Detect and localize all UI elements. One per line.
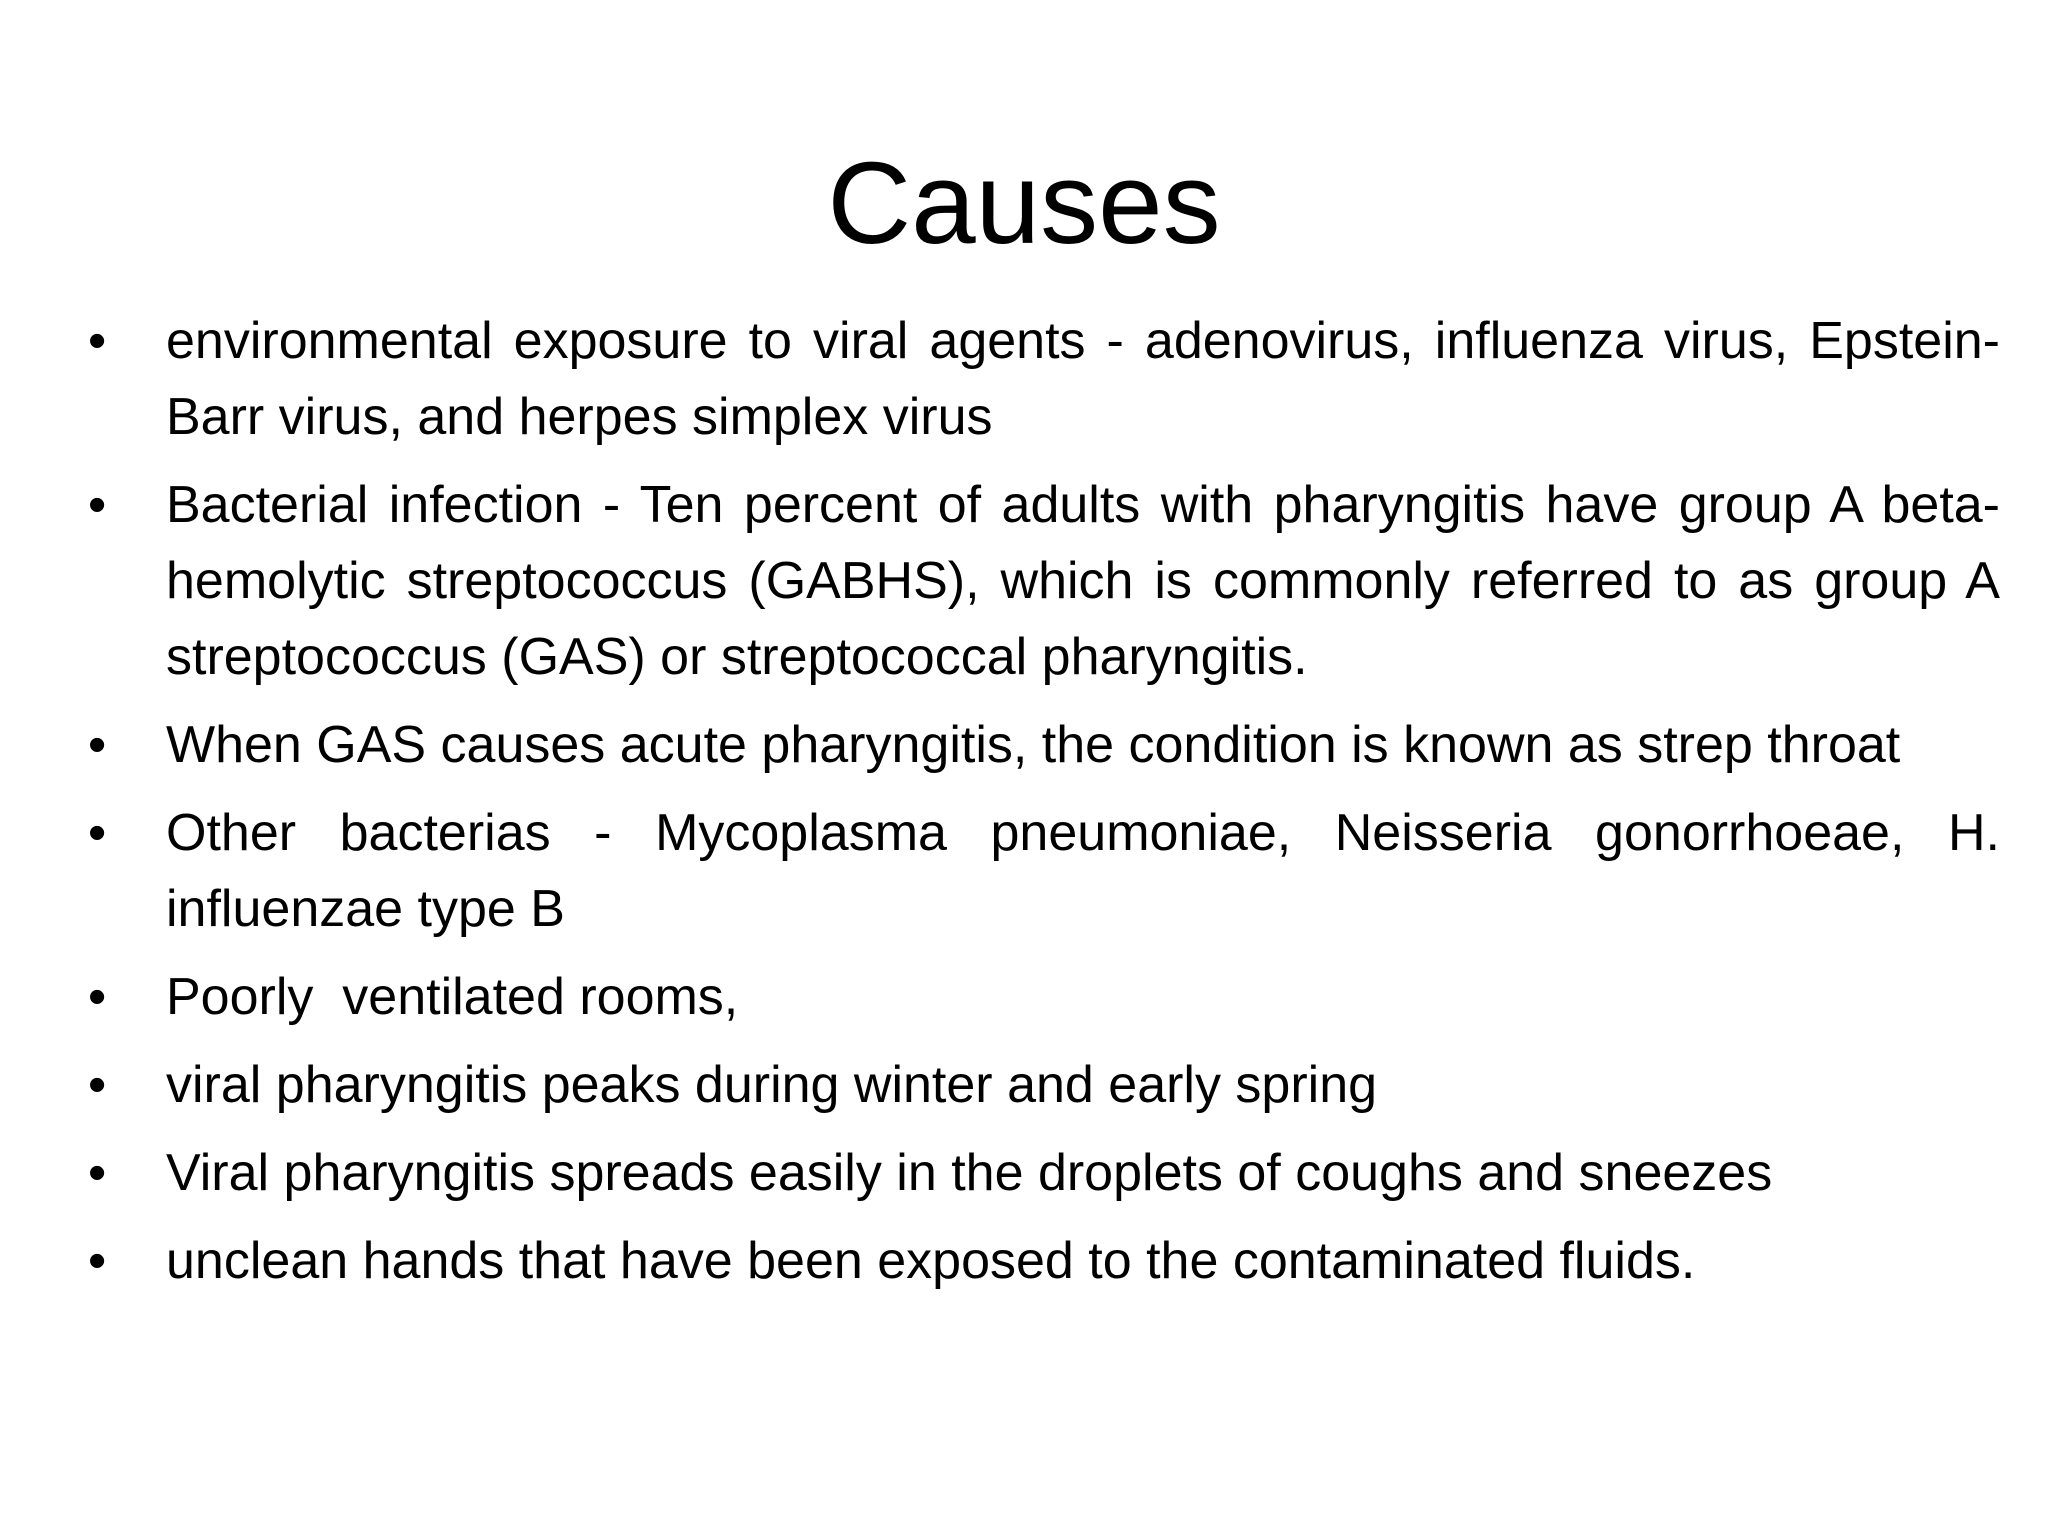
slide-title: Causes: [827, 138, 1221, 268]
bullet-icon: •: [88, 1056, 107, 1114]
bullet-text: Viral pharyngitis spreads easily in the droplets of coughs and sneezes: [166, 1144, 1773, 1202]
bullet-icon: •: [88, 716, 107, 774]
bullet-text: Other bacterias - Mycoplasma pneumoniae, Neisseria gonorrhoeae, H. influenzae type B: [166, 804, 2000, 938]
list-item: [80, 1223, 2000, 1299]
bullet-icon: •: [88, 476, 107, 534]
bullet-text: Poorly ventilated rooms,: [166, 968, 739, 1026]
list-item: [80, 303, 2000, 455]
bullet-text: When GAS causes acute pharyngitis, the condition is known as strep throat: [166, 716, 1901, 774]
bullet-text: unclean hands that have been exposed to the contaminated fluids.: [166, 1232, 1696, 1290]
bullet-icon: •: [88, 804, 107, 862]
list-item: [80, 1047, 2000, 1123]
bullet-icon: •: [88, 312, 107, 370]
bullet-icon: •: [88, 1232, 107, 1290]
bullet-text: Bacterial infection - Ten percent of adults with pharyngitis have group A beta-hemolytic streptococcus (GABHS), which is commonly referred to as group A streptococcus (GAS) or streptococcal pharyngitis.: [166, 476, 2000, 686]
list-item: [80, 467, 2000, 695]
list-item: [80, 795, 2000, 947]
list-item: [80, 707, 2000, 783]
bullet-icon: •: [88, 1144, 107, 1202]
list-item: [80, 1135, 2000, 1211]
list-item: [80, 959, 2000, 1035]
bullet-list: [80, 303, 2000, 1311]
bullet-icon: •: [88, 968, 107, 1026]
bullet-text: environmental exposure to viral agents - adenovirus, influenza virus, Epstein-Barr virus, and herpes simplex virus: [166, 312, 2000, 446]
bullet-text: viral pharyngitis peaks during winter and early spring: [166, 1056, 1378, 1114]
